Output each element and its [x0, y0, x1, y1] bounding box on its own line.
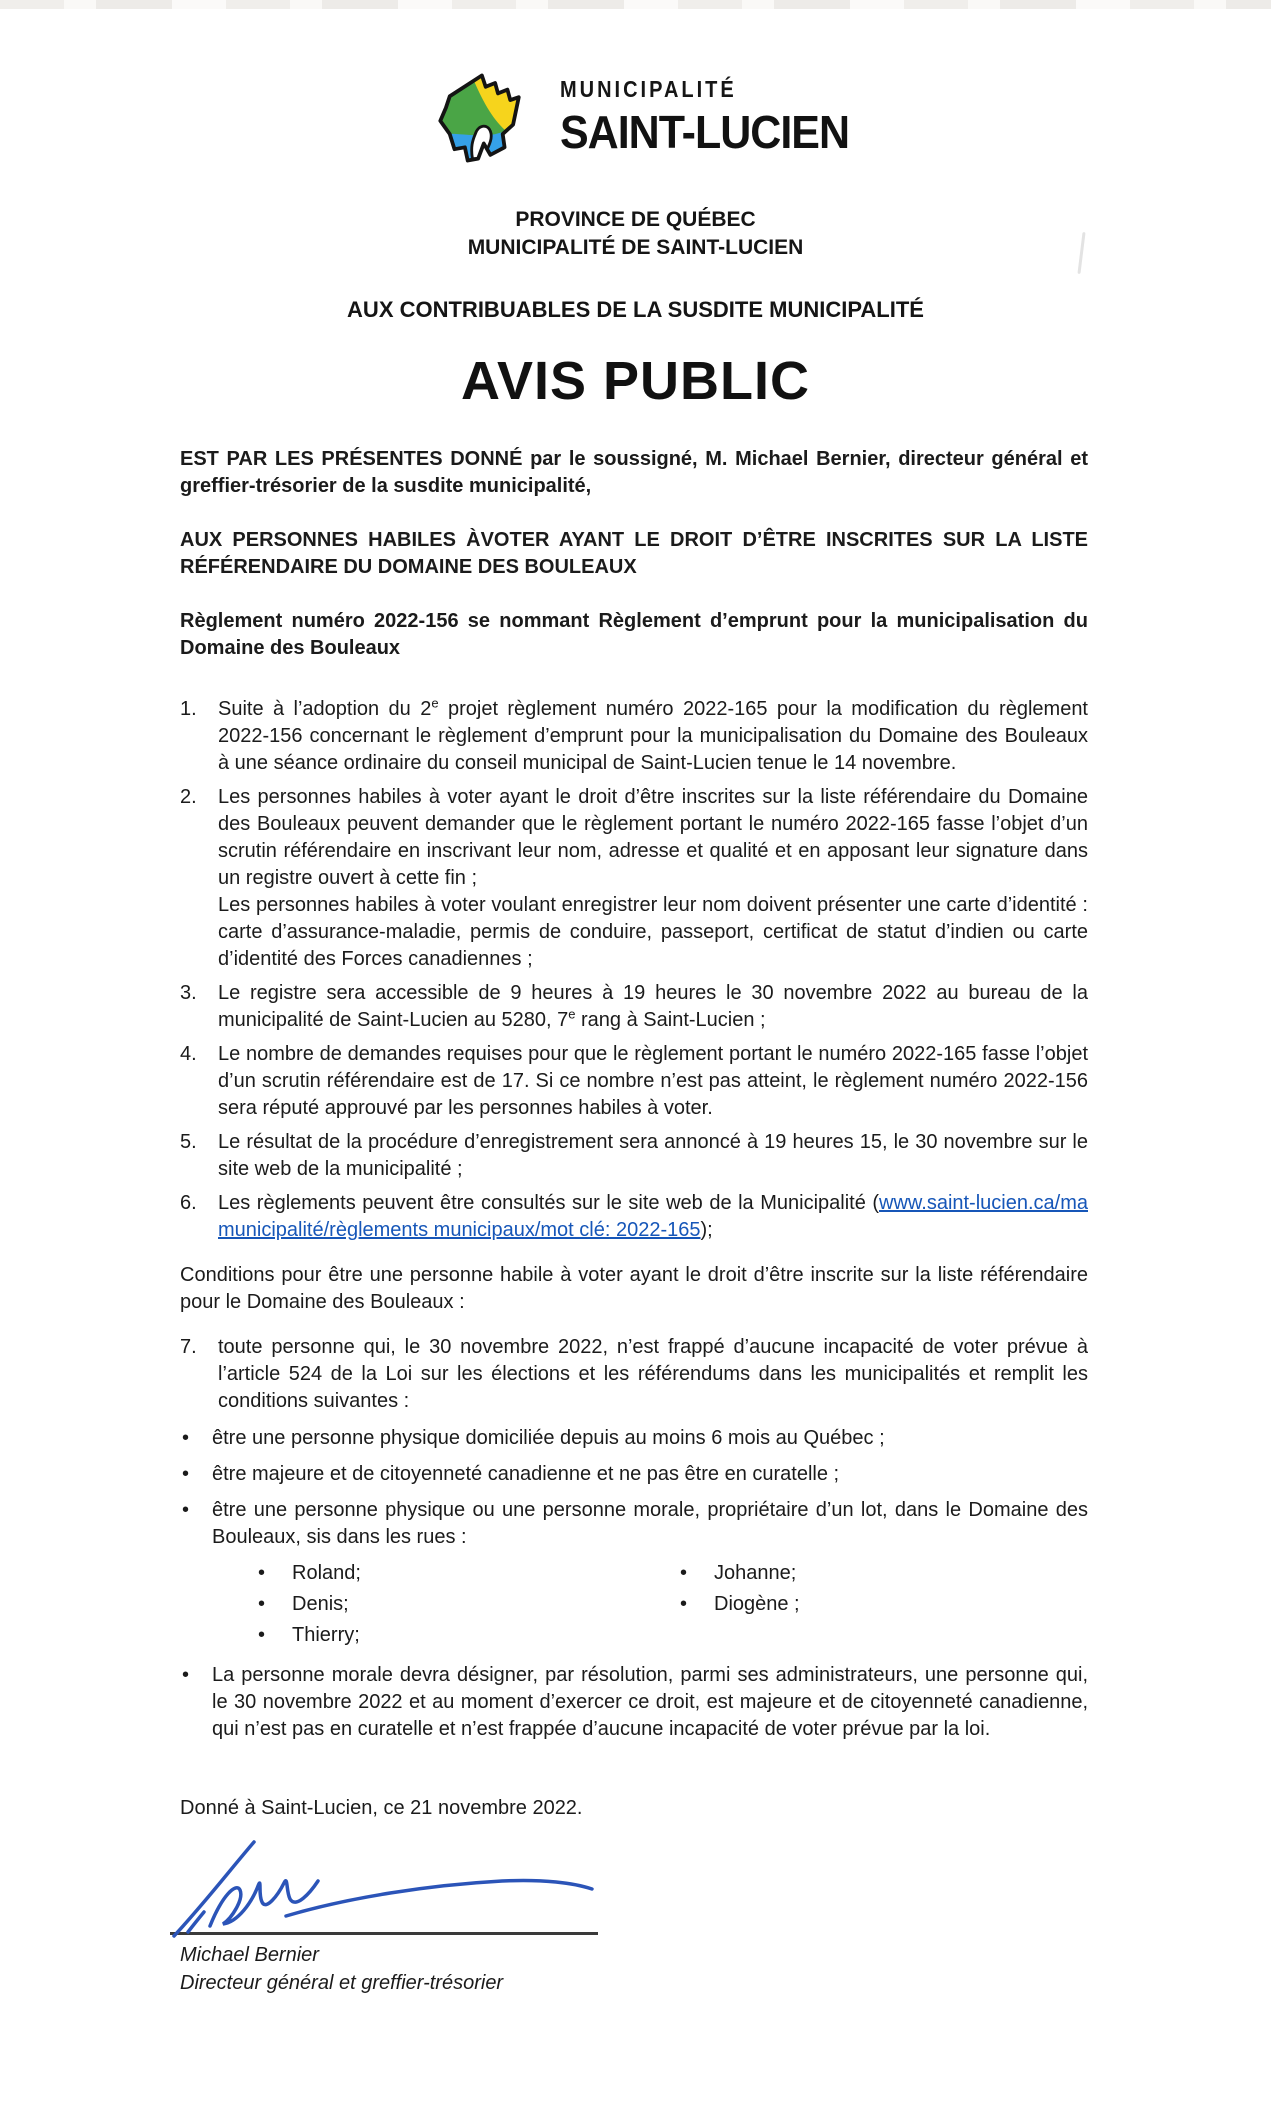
signature-block — [180, 1832, 1088, 1997]
list-item-text: Le nombre de demandes requises pour que le règlement portant le numéro 2022-165 fasse l’objet d’un scrutin référendaire est de 17. Si ce nombre n’est pas atteint, le règlement numéro 2022-156 sera réputé approuvé par les personnes habiles à voter. — [218, 1043, 1088, 1119]
list-item-1 — [180, 696, 1088, 777]
bullet-marker: • — [258, 1562, 266, 1584]
dateline: Donné à Saint-Lucien, ce 21 novembre 2022. — [180, 1797, 583, 1819]
street-name: Thierry; — [292, 1624, 360, 1646]
item1-text-pre: Suite à l’adoption du 2 — [218, 698, 432, 720]
item3-superscript: e — [568, 1006, 576, 1022]
item1-text-post: projet règlement numéro 2022-165 pour la modification du règlement 2022-156 concernant le règlement d’emprunt pour la municipalisation du Domaine des Bouleaux à une séance ordinaire du conseil municipal de Saint-Lucien tenue le 14 novembre. — [218, 698, 1088, 774]
item1-superscript: e — [431, 695, 439, 711]
street-item — [678, 1560, 800, 1587]
addressee-line: AUX CONTRIBUABLES DE LA SUSDITE MUNICIPALITÉ — [347, 297, 924, 322]
list-item-text — [218, 980, 1088, 1034]
street-name: Denis; — [292, 1593, 349, 1615]
bullet-marker: • — [182, 1427, 190, 1449]
bullet-marker: • — [680, 1593, 688, 1615]
street-name: Roland; — [292, 1562, 361, 1584]
street-name: Johanne; — [714, 1562, 797, 1584]
municipality-line: MUNICIPALITÉ DE SAINT-LUCIEN — [467, 236, 804, 259]
logo-brand-top: MUNICIPALITÉ — [560, 77, 737, 103]
bullet-marker: • — [258, 1593, 266, 1615]
list-item-text: toute personne qui, le 30 novembre 2022, n’est frappé d’aucune incapacité de voter prévue à l’article 524 de la Loi sur les élections et les référendums dans les municipalités et remplit les conditions suivantes : — [218, 1336, 1088, 1412]
bullet-marker: • — [182, 1664, 190, 1686]
streets-column-2 — [678, 1560, 800, 1653]
conditions-intro: Conditions pour être une personne habile à voter ayant le droit d’être inscrite sur la liste référendaire pour le Domaine des Bouleaux : — [180, 1264, 1088, 1313]
list-item-3 — [180, 980, 1088, 1034]
signer-title: Directeur général et greffier-trésorier — [180, 1972, 504, 1994]
saint-lucien-crest-icon — [422, 66, 538, 170]
bullet-text: être majeure et de citoyenneté canadienne et ne pas être en curatelle ; — [212, 1463, 840, 1485]
item2-paragraph-1: Les personnes habiles à voter ayant le droit d’être inscrites sur la liste référendaire du Domaine des Bouleaux peuvent demander que le règlement portant le numéro 2022-165 fasse l’objet d’un scrutin référendaire en inscrivant leur nom, adresse et qualité et en apposant leur signature dans un registre ouvert à cette fin ; — [218, 786, 1088, 889]
list-item-number: 1. — [180, 698, 197, 720]
notice-body — [180, 446, 1088, 1997]
bullet-marker: • — [258, 1624, 266, 1646]
item2-paragraph-2: Les personnes habiles à voter voulant enregistrer leur nom doivent présenter une carte d’identité : carte d’assurance-maladie, permis de conduire, passeport, certificat de statut d’indien ou carte d’identité des Forces canadiennes ; — [218, 894, 1088, 970]
list-item-5 — [180, 1129, 1088, 1183]
list-item-text — [218, 696, 1088, 777]
street-name: Diogène ; — [714, 1593, 800, 1615]
list-item-number: 7. — [180, 1336, 197, 1358]
list-item-number: 5. — [180, 1131, 197, 1153]
list-item-text: Le résultat de la procédure d’enregistrement sera annoncé à 19 heures 15, le 30 novembre sur le site web de la municipalité ; — [218, 1131, 1088, 1180]
street-item — [256, 1560, 516, 1587]
item3-text-post: rang à Saint-Lucien ; — [575, 1009, 766, 1031]
list-item-number: 4. — [180, 1043, 197, 1065]
list-item-4 — [180, 1041, 1088, 1122]
street-item — [678, 1591, 800, 1618]
bullet-item-1 — [180, 1425, 1088, 1452]
item3-text-pre: Le registre sera accessible de 9 heures à 19 heures le 30 novembre 2022 au bureau de la municipalité de Saint-Lucien au 5280, 7 — [218, 982, 1088, 1031]
intro-paragraph: EST PAR LES PRÉSENTES DONNÉ par le soussigné, M. Michael Bernier, directeur général et greffier-trésorier de la susdite municipalité, — [180, 448, 1088, 497]
province-line: PROVINCE DE QUÉBEC — [515, 208, 756, 231]
logo-wordmark — [560, 77, 849, 159]
street-item — [256, 1591, 516, 1618]
street-item — [256, 1622, 516, 1649]
reglement-website-link[interactable]: www.saint-lucien.ca/ma municipalité/règlements municipaux/mot clé: 2022-165 — [218, 1192, 1088, 1241]
list-item-2 — [180, 784, 1088, 973]
numbered-list — [180, 696, 1088, 1244]
bullet-text: être une personne physique domiciliée depuis au moins 6 mois au Québec ; — [212, 1427, 885, 1449]
addressed-persons-paragraph: AUX PERSONNES HABILES ÀVOTER AYANT LE DROIT D’ÊTRE INSCRITES SUR LA LISTE RÉFÉRENDAIRE DU DOMAINE DES BOULEAUX — [180, 529, 1088, 578]
reglement-heading: Règlement numéro 2022-156 se nommant Règlement d’emprunt pour la municipalisation du Domaine des Bouleaux — [180, 610, 1088, 659]
bullet-text: La personne morale devra désigner, par résolution, parmi ses administrateurs, une personne qui, le 30 novembre 2022 et au moment d’exercer ce droit, est majeure et de citoyenneté canadienne, qui n’est pas en curatelle et n’est frappée d’aucune incapacité de voter prévue par la loi. — [212, 1664, 1088, 1740]
logo-brand-main: SAINT-LUCIEN — [560, 106, 849, 159]
streets-list — [180, 1560, 1088, 1653]
municipality-logo — [0, 66, 1271, 170]
bullet-marker: • — [182, 1499, 190, 1521]
conditions-bullet-list — [180, 1425, 1088, 1743]
signature-ink — [168, 1832, 638, 1940]
list-item-7 — [180, 1334, 1088, 1415]
list-item-text — [218, 1190, 1088, 1244]
bullet-marker: • — [182, 1463, 190, 1485]
list-item-number: 3. — [180, 982, 197, 1004]
scan-artifact-top — [0, 0, 1271, 9]
list-item-6 — [180, 1190, 1088, 1244]
list-item-text — [218, 784, 1088, 973]
bullet-item-3 — [180, 1497, 1088, 1551]
list-item-number: 2. — [180, 786, 197, 808]
bullet-item-4 — [180, 1662, 1088, 1743]
streets-column-1 — [256, 1560, 516, 1653]
item6-text-post: ); — [700, 1219, 713, 1241]
bullet-text: être une personne physique ou une personne morale, propriétaire d’un lot, dans le Domaine des Bouleaux, sis dans les rues : — [212, 1499, 1088, 1548]
item6-text-pre: Les règlements peuvent être consultés sur le site web de la Municipalité ( — [218, 1192, 880, 1214]
signer-name: Michael Bernier — [180, 1944, 319, 1966]
signature-line — [170, 1932, 598, 1935]
list-item-number: 6. — [180, 1192, 197, 1214]
bullet-item-2 — [180, 1461, 1088, 1488]
bullet-marker: • — [680, 1562, 688, 1584]
page-title: AVIS PUBLIC — [460, 351, 811, 411]
